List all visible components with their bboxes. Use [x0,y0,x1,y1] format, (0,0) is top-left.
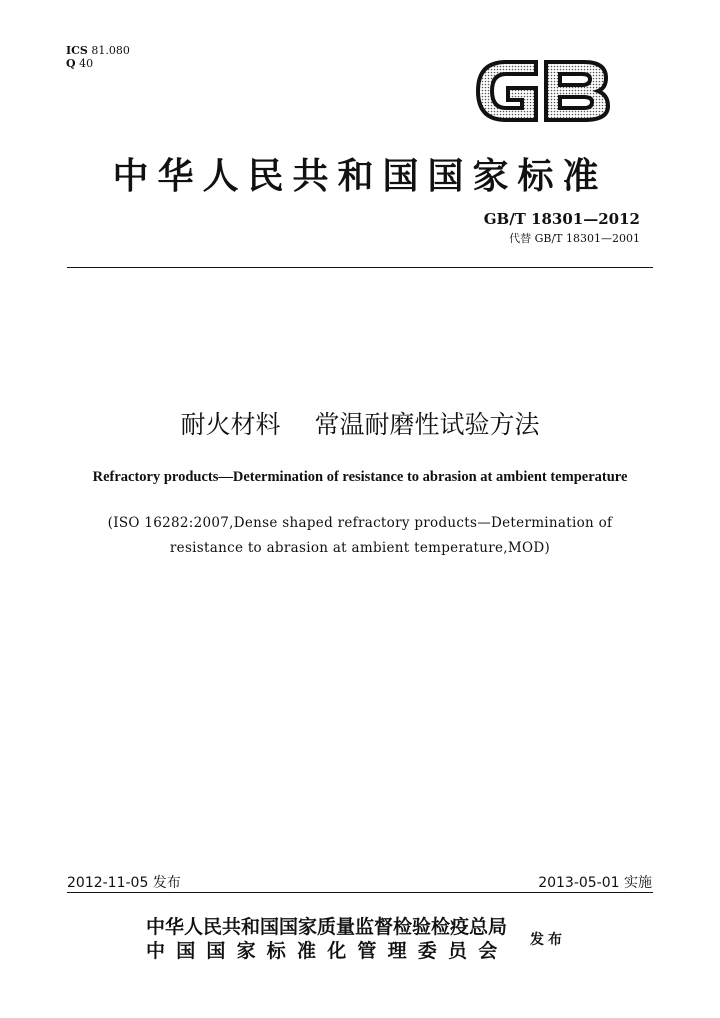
document-title-zh [60,405,660,441]
document-title-en: Refractory products—Determination of resistance to abrasion at ambient temperature [92,469,628,485]
iso-reference-line2: resistance to abrasion at ambient temperature,MOD) [169,540,551,556]
header-divider [67,267,653,268]
ccs-code: 40 [79,57,94,70]
ccs-code-line [66,57,130,70]
ccs-label: Q [66,57,76,70]
issuer-line1: 中华人民共和国国家质量监督检验检疫总局 [146,916,508,938]
title-zh-part2: 常温耐磨性试验方法 [314,410,540,439]
footer-divider [67,892,653,893]
implementation-date: 2013-05-01 实施 [538,875,652,891]
ics-label: ICS [66,44,88,57]
title-zh-part1: 耐火材料 [180,410,281,439]
issue-date: 2012-11-05 发布 [67,875,181,891]
standard-number: GB/T 18301—2012 [483,210,640,228]
issuer-line2: 中国国家标准化管理委员会 [146,940,509,962]
ics-code: 81.080 [91,44,130,57]
national-standard-title: 中华人民共和国国家标准 [112,155,608,197]
iso-reference-line1: (ISO 16282:2007,Dense shaped refractory products—Determination of [107,515,613,531]
replaces-standard: 代替 GB/T 18301—2001 [509,232,640,245]
classification-codes [66,44,130,70]
publish-label: 发布 [530,932,566,948]
gb-logo-icon [472,56,612,126]
ics-code-line [66,44,130,57]
